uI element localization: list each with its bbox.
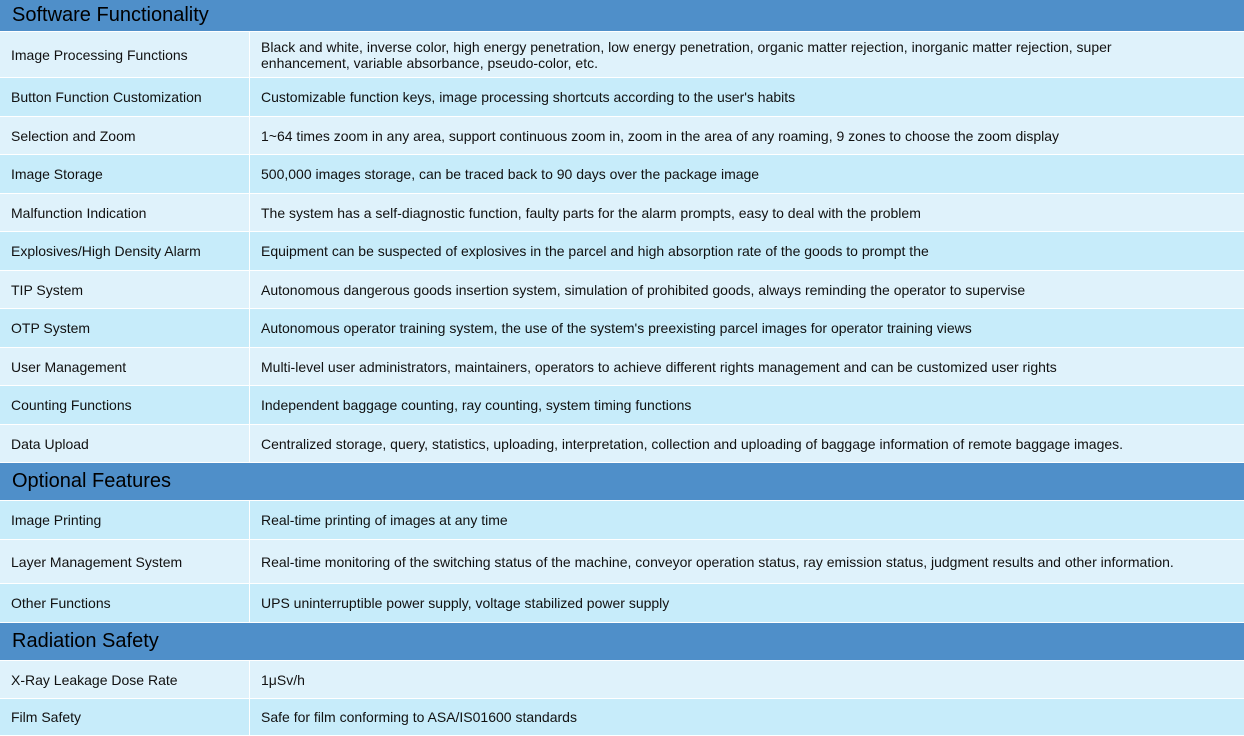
row-value: Autonomous dangerous goods insertion system, simulation of prohibited goods, always reminding the operator to supervise: [261, 281, 1026, 298]
row-value: Centralized storage, query, statistics, uploading, interpretation, collection and uploading of baggage information of remote baggage images.: [261, 435, 1124, 452]
section-header: [0, 0, 1244, 32]
row-value: Real-time monitoring of the switching status of the machine, conveyor operation status, ray emission status, judgment results and other information.: [261, 553, 1174, 570]
table-row: [0, 699, 1244, 736]
row-value: UPS uninterruptible power supply, voltage stabilized power supply: [261, 595, 670, 611]
table-row: [0, 348, 1244, 386]
table-row: [0, 117, 1244, 155]
row-label: TIP System: [0, 271, 250, 308]
row-value: Multi-level user administrators, maintainers, operators to achieve different rights management and can be customized user rights: [261, 358, 1057, 375]
table-row: [0, 271, 1244, 309]
table-row: [0, 661, 1244, 699]
section-title: Radiation Safety: [12, 630, 159, 652]
row-value: Autonomous operator training system, the use of the system's preexisting parcel images for operator training views: [261, 320, 972, 336]
row-label: Data Upload: [0, 425, 250, 462]
row-label: User Management: [0, 348, 250, 385]
section-header: [0, 463, 1244, 501]
table-row: [0, 155, 1244, 194]
section-header: [0, 623, 1244, 661]
row-value: 1μSv/h: [261, 671, 305, 688]
section-title: Optional Features: [12, 470, 171, 492]
row-label: Selection and Zoom: [0, 117, 250, 154]
row-value: 1~64 times zoom in any area, support continuous zoom in, zoom in the area of any roaming, 9 zones to choose the zoom display: [261, 127, 1060, 144]
table-row: [0, 78, 1244, 117]
section-title: Software Functionality: [12, 4, 209, 26]
row-label: Malfunction Indication: [0, 194, 250, 231]
row-label: Image Printing: [0, 501, 250, 539]
row-value: Safe for film conforming to ASA/IS01600 standards: [261, 709, 577, 725]
table-row: [0, 232, 1244, 271]
row-value: Independent baggage counting, ray counting, system timing functions: [261, 397, 692, 413]
row-value: Real-time printing of images at any time: [261, 512, 508, 528]
row-label: Other Functions: [0, 584, 250, 622]
row-value: Equipment can be suspected of explosives in the parcel and high absorption rate of the goods to prompt the: [261, 243, 929, 259]
table-row: [0, 501, 1244, 540]
row-label: Button Function Customization: [0, 78, 250, 116]
row-value: 500,000 images storage, can be traced back to 90 days over the package image: [261, 166, 760, 182]
row-label: X-Ray Leakage Dose Rate: [0, 661, 250, 698]
row-label: Image Storage: [0, 155, 250, 193]
row-label: OTP System: [0, 309, 250, 347]
table-row: [0, 194, 1244, 232]
row-label: Image Processing Functions: [0, 32, 250, 77]
table-row: [0, 309, 1244, 348]
row-label: Film Safety: [0, 699, 250, 735]
table-row: [0, 386, 1244, 425]
row-value: The system has a self-diagnostic function, faulty parts for the alarm prompts, easy to deal with the problem: [261, 204, 921, 221]
row-value: Black and white, inverse color, high energy penetration, low energy penetration, organic matter rejection, inorganic matter rejection, super enhancement, variable absorbance, pseudo-color, etc.: [261, 38, 1112, 71]
table-row: [0, 32, 1244, 78]
table-row: [0, 584, 1244, 623]
row-label: Counting Functions: [0, 386, 250, 424]
table-row: [0, 540, 1244, 584]
row-value: Customizable function keys, image processing shortcuts according to the user's habits: [261, 89, 796, 105]
row-label: Layer Management System: [0, 540, 250, 583]
table-row: [0, 425, 1244, 463]
row-label: Explosives/High Density Alarm: [0, 232, 250, 270]
